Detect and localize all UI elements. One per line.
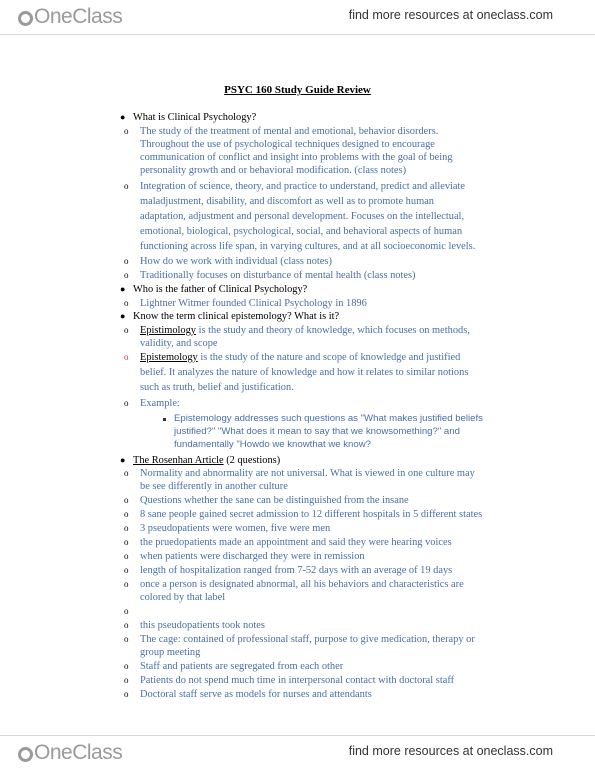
- example-line: justified?" "What does it mean to say that we knowsomething?" and: [174, 426, 460, 437]
- page-footer: [0, 736, 595, 770]
- answer-line: Traditionally focuses on disturbance of mental health (class notes): [140, 270, 416, 281]
- circle-bullet-icon: o: [124, 661, 129, 671]
- question-heading: What is Clinical Psychology?: [133, 112, 257, 123]
- circle-bullet-icon: o: [124, 606, 129, 616]
- list-item: group meeting: [140, 647, 201, 658]
- answer-line: communication of conflict and insight into problems with the goal of being: [140, 152, 453, 163]
- example-label: Example:: [140, 398, 180, 409]
- answer-line: [140, 351, 460, 364]
- bullet-icon: ●: [120, 311, 126, 321]
- logo-text: OneClass: [34, 5, 123, 28]
- list-item: this pseudopatients took notes: [140, 620, 265, 631]
- circle-bullet-icon: o: [124, 352, 129, 362]
- term: Epistemology: [140, 352, 198, 363]
- term: Epistimology: [140, 325, 196, 336]
- list-item: Patients do not spend much time in interpersonal contact with doctoral staff: [140, 675, 455, 686]
- example-line: fundamentally "Howdo we knowthat we know?: [174, 439, 371, 450]
- circle-bullet-icon: o: [124, 689, 129, 699]
- answer-line: functioning across life span, in varying cultures, and at all socioeconomic levels.: [140, 241, 476, 252]
- circle-bullet-icon: o: [124, 468, 129, 478]
- circle-bullet-icon: o: [124, 398, 129, 408]
- logo-text: OneClass: [34, 741, 123, 764]
- circle-bullet-icon: o: [124, 325, 129, 335]
- list-item: when patients were discharged they were in remission: [140, 551, 365, 562]
- answer-text: is the study and theory of knowledge, which focuses on methods,: [196, 325, 470, 336]
- circle-bullet-icon: o: [124, 551, 129, 561]
- question-heading: [133, 454, 280, 467]
- answer-line: Throughout the use of psychological techniques designed to encourage: [140, 139, 435, 150]
- circle-bullet-icon: o: [124, 256, 129, 266]
- list-item: Staff and patients are segregated from each other: [140, 661, 344, 672]
- list-item: once a person is designated abnormal, all his behaviors and characteristics are: [140, 579, 464, 590]
- heading-rest: (2 questions): [223, 455, 281, 466]
- list-item: colored by that label: [140, 592, 226, 603]
- header-promo-link[interactable]: find more resources at oneclass.com: [348, 8, 553, 22]
- circle-bullet-icon: o: [124, 537, 129, 547]
- list-item: 8 sane people gained secret admission to 12 different hospitals in 5 different states: [140, 509, 483, 520]
- logo-o-icon: [18, 747, 33, 762]
- circle-bullet-icon: o: [124, 579, 129, 589]
- circle-bullet-icon: o: [124, 634, 129, 644]
- answer-line: [140, 324, 470, 337]
- circle-bullet-icon: o: [124, 675, 129, 685]
- bullet-icon: ●: [120, 455, 126, 465]
- answer-line: validity, and scope: [140, 338, 218, 349]
- answer-line: maladjustment, disability, and discomfort as well as to promote human: [140, 196, 434, 207]
- circle-bullet-icon: o: [124, 620, 129, 630]
- answer-line: Lightner Witmer founded Clinical Psychology in 1896: [140, 298, 367, 309]
- list-item: the pruedopatients made an appointment and said they were hearing voices: [140, 537, 452, 548]
- answer-line: Integration of science, theory, and practice to understand, predict and alleviate: [140, 181, 466, 192]
- circle-bullet-icon: o: [124, 495, 129, 505]
- answer-line: How do we work with individual (class notes): [140, 256, 332, 267]
- answer-line: personality growth and or behavioral modification. (class notes): [140, 165, 407, 176]
- article-link[interactable]: The Rosenhan Article: [133, 455, 224, 466]
- circle-bullet-icon: o: [124, 126, 129, 136]
- answer-line: belief. It analyzes the nature of knowledge and how it relates to similar notions: [140, 367, 469, 378]
- example-line: Epistemology addresses such questions as "What makes justified beliefs: [174, 413, 483, 424]
- list-item: The cage: contained of professional staff, purpose to give medication, therapy or: [140, 634, 475, 645]
- bullet-icon: ●: [120, 284, 126, 294]
- footer-promo-link[interactable]: find more resources at oneclass.com: [348, 744, 553, 758]
- list-item: Doctoral staff serve as models for nurses and attendants: [140, 689, 372, 700]
- list-item: length of hospitalization ranged from 7-52 days with an average of 19 days: [140, 565, 453, 576]
- circle-bullet-icon: o: [124, 523, 129, 533]
- question-heading: Who is the father of Clinical Psychology?: [133, 284, 308, 295]
- list-item: be see differently in another culture: [140, 481, 288, 492]
- answer-line: The study of the treatment of mental and emotional, behavior disorders.: [140, 126, 439, 137]
- circle-bullet-icon: o: [124, 270, 129, 280]
- circle-bullet-icon: o: [124, 181, 129, 191]
- list-item: 3 pseudopatients were women, five were men: [140, 523, 331, 534]
- answer-line: such as truth, belief and justification.: [140, 382, 294, 393]
- answer-line: adaptation, adjustment and personal development. Focuses on the intellectual,: [140, 211, 465, 222]
- answer-line: emotional, biological, psychological, social, and behavioral aspects of human: [140, 226, 463, 237]
- circle-bullet-icon: o: [124, 298, 129, 308]
- circle-bullet-icon: o: [124, 565, 129, 575]
- list-item: Questions whether the sane can be distinguished from the insane: [140, 495, 409, 506]
- question-heading: Know the term clinical epistemology? What is it?: [133, 311, 340, 322]
- circle-bullet-icon: o: [124, 509, 129, 519]
- oneclass-logo[interactable]: [18, 741, 122, 765]
- square-bullet-icon: [163, 418, 166, 421]
- answer-text: is the study of the nature and scope of knowledge and justified: [197, 352, 461, 363]
- page-title: PSYC 160 Study Guide Review: [224, 84, 371, 96]
- bullet-icon: ●: [120, 112, 126, 122]
- list-item: Normality and abnormality are not universal. What is viewed in one culture may: [140, 468, 475, 479]
